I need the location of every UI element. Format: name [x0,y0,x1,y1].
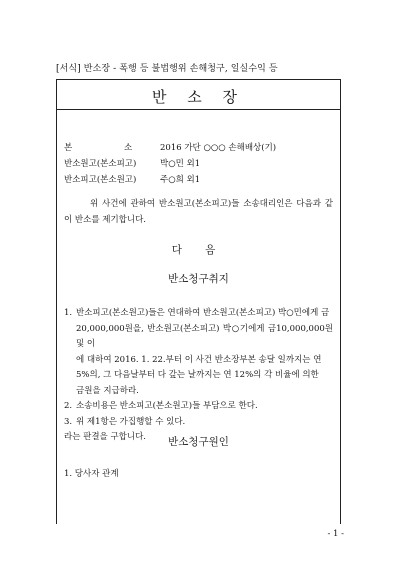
party-label: 반소원고(본소피고) [64,159,137,169]
claim-line: 소송비용은 반소피고(본소원고)들 부담으로 한다. [76,401,258,411]
claim-line: 에 대하여 2016. 1. 22.부터 이 사건 반소장부본 송달 일까지는 연 [76,354,322,365]
claim-line: 금원을 지급하라. [76,385,139,396]
claim-number: 2. [64,401,73,411]
case-number: 2016 가단 ○○○ 손해배상(기) [160,143,277,153]
intro-line: 이 반소를 제기합니다. [64,215,147,225]
closing-line: 라는 판결을 구합니다. [64,432,147,442]
case-label-right: 소 [124,143,133,153]
claim-line: 5%의, 그 다음날부터 다 갚는 날까지는 연 12%의 각 비율에 의한 [76,370,319,380]
case-label-left: 본 [64,143,73,153]
party-name: 박○민 외1 [160,159,201,169]
claim-number: 3. [64,416,73,427]
claim-item [64,306,333,399]
party-row-defendant [64,173,200,185]
page-number: - 1 - [327,529,344,539]
claim-line: 20,000,000원을, 반소원고(본소피고) 박○기에게 금10,000,000원 및 이 [76,323,333,349]
intro-line: 위 사건에 관하여 반소원고(본소피고)들 소송대리인은 다음과 같 [90,199,333,209]
claims-list [64,306,333,446]
document-header-caption: [서식] 반소장 - 폭행 등 불법행위 손해청구, 일실수익 등 [56,64,278,74]
section-heading-cause: 반소청구원인 [168,436,229,448]
title-divider [57,109,340,110]
claim-number: 1. [64,308,73,318]
subsection-party-relation: 1. 당사자 관계 [64,469,119,479]
claim-line: 반소피고(본소원고)들은 연대하여 반소원고(본소피고) 박○민에게 금 [76,308,330,318]
document-frame [56,79,341,524]
claim-item [64,399,333,415]
party-label: 반소피고(본소원고) [64,175,137,185]
section-heading-claim: 반소청구취지 [168,273,229,285]
party-row-plaintiff [64,157,200,169]
case-row [64,141,276,153]
intro-paragraph [64,196,333,228]
party-name: 주○희 외1 [160,175,201,185]
section-heading-de: 다 음 [171,244,226,256]
document-title: 반 소 장 [151,88,245,106]
claim-line: 위 제1항은 가집행할 수 있다. [76,416,186,427]
claim-item [64,415,333,431]
